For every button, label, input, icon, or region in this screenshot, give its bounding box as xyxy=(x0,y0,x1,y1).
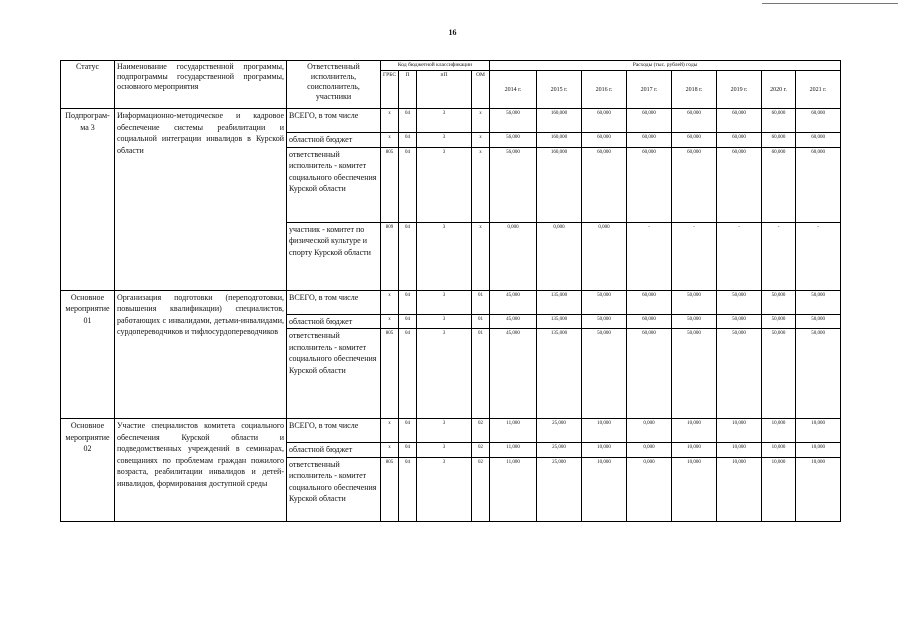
row-expense-value: 50,000 xyxy=(762,290,796,314)
row-budget-code: 01 xyxy=(472,329,490,419)
row-status: Основное мероприятие 02 xyxy=(61,419,115,522)
row-budget-code: х xyxy=(472,133,490,148)
row-expense-value: 10,000 xyxy=(672,443,717,458)
row-expense-value: 10,000 xyxy=(717,419,762,443)
row-budget-code: 01 xyxy=(472,290,490,314)
header-responsible: Ответственный исполнитель, соисполнитель, участники xyxy=(287,61,381,109)
row-expense-value: 0,000 xyxy=(537,222,582,290)
row-expense-value: 10,000 xyxy=(672,419,717,443)
row-budget-code: 04 xyxy=(399,329,417,419)
row-expense-value: 60,000 xyxy=(762,147,796,222)
row-expense-value: 50,000 xyxy=(796,329,841,419)
header-year-col: 2021 г. xyxy=(796,71,841,109)
row-program-name: Организация подготовки (переподготовки, повышения квалификации) специалистов, работающих с инвалидами, детьми-инвалидами, сурдопереводчиков и тифлосурдопереводчиков xyxy=(115,290,287,419)
table-row xyxy=(61,290,841,314)
row-expense-value: 56,000 xyxy=(490,109,537,133)
row-budget-code: 3 xyxy=(417,222,472,290)
row-responsible: ВСЕГО, в том числе xyxy=(287,419,381,443)
row-expense-value: 60,000 xyxy=(717,147,762,222)
row-expense-value: 25,000 xyxy=(537,419,582,443)
row-expense-value: 10,000 xyxy=(762,457,796,521)
row-expense-value: 60,000 xyxy=(762,133,796,148)
expenses-table xyxy=(60,60,841,522)
row-expense-value: 45,000 xyxy=(490,329,537,419)
row-budget-code: х xyxy=(472,109,490,133)
row-expense-value: 60,000 xyxy=(627,133,672,148)
row-expense-value: 0,000 xyxy=(490,222,537,290)
header-year-col: 2017 г. xyxy=(627,71,672,109)
row-budget-code: 02 xyxy=(472,419,490,443)
row-expense-value: 10,000 xyxy=(582,419,627,443)
row-budget-code: 04 xyxy=(399,290,417,314)
row-expense-value: 160,000 xyxy=(537,147,582,222)
row-status: Основное мероприятие 01 xyxy=(61,290,115,419)
table-row xyxy=(61,109,841,133)
row-expense-value: 56,000 xyxy=(490,133,537,148)
row-responsible: ВСЕГО, в том числе xyxy=(287,109,381,133)
row-budget-code: 04 xyxy=(399,109,417,133)
header-budget-code: Код бюджетной классификации xyxy=(381,61,490,71)
row-expense-value: 60,000 xyxy=(796,147,841,222)
row-responsible: ВСЕГО, в том числе xyxy=(287,290,381,314)
row-expense-value: 135,000 xyxy=(537,329,582,419)
row-program-name: Информационно-методическое и кадровое обеспечение системы реабилитации и социальной интеграции инвалидов в Курской области xyxy=(115,109,287,291)
header-year-col: 2018 г. xyxy=(672,71,717,109)
row-expense-value: 50,000 xyxy=(762,329,796,419)
row-responsible: ответственный исполнитель - комитет социального обеспечения Курской области xyxy=(287,147,381,222)
header-code-col: пП xyxy=(417,71,472,109)
row-expense-value: 135,000 xyxy=(537,290,582,314)
row-responsible: участник - комитет по физической культуре и спорту Курской области xyxy=(287,222,381,290)
row-expense-value: 50,000 xyxy=(672,314,717,329)
row-budget-code: 04 xyxy=(399,457,417,521)
row-budget-code: 809 xyxy=(381,222,399,290)
row-budget-code: 04 xyxy=(399,147,417,222)
row-expense-value: 0,000 xyxy=(627,457,672,521)
row-expense-value: 11,000 xyxy=(490,457,537,521)
row-expense-value: 10,000 xyxy=(717,443,762,458)
row-expense-value: 60,000 xyxy=(627,109,672,133)
row-budget-code: 02 xyxy=(472,443,490,458)
header-year-col: 2015 г. xyxy=(537,71,582,109)
row-expense-value: 60,000 xyxy=(672,133,717,148)
table-header xyxy=(61,61,841,109)
row-expense-value: 10,000 xyxy=(796,443,841,458)
row-expense-value: 10,000 xyxy=(717,457,762,521)
row-expense-value: 60,000 xyxy=(582,147,627,222)
row-responsible: областной бюджет xyxy=(287,133,381,148)
row-budget-code: х xyxy=(381,419,399,443)
row-expense-value: - xyxy=(627,222,672,290)
row-status: Подпрограм-ма 3 xyxy=(61,109,115,291)
row-expense-value: 60,000 xyxy=(672,147,717,222)
row-budget-code: х xyxy=(381,109,399,133)
row-expense-value: 45,000 xyxy=(490,314,537,329)
row-expense-value: 10,000 xyxy=(762,443,796,458)
row-expense-value: 10,000 xyxy=(672,457,717,521)
header-year-col: 2019 г. xyxy=(717,71,762,109)
row-expense-value: 135,000 xyxy=(537,314,582,329)
row-budget-code: 04 xyxy=(399,222,417,290)
row-expense-value: 50,000 xyxy=(717,329,762,419)
row-budget-code: х xyxy=(381,443,399,458)
row-expense-value: 60,000 xyxy=(796,133,841,148)
row-expense-value: 11,000 xyxy=(490,419,537,443)
row-budget-code: 3 xyxy=(417,314,472,329)
header-status: Статус xyxy=(61,61,115,109)
header-year-col: 2020 г. xyxy=(762,71,796,109)
row-budget-code: 3 xyxy=(417,109,472,133)
row-expense-value: 60,000 xyxy=(627,314,672,329)
row-expense-value: 60,000 xyxy=(627,329,672,419)
row-expense-value: 50,000 xyxy=(582,290,627,314)
row-responsible: областной бюджет xyxy=(287,443,381,458)
row-expense-value: 60,000 xyxy=(582,133,627,148)
row-budget-code: 3 xyxy=(417,147,472,222)
row-expense-value: - xyxy=(717,222,762,290)
row-budget-code: х xyxy=(472,147,490,222)
row-program-name: Участие специалистов комитета социального обеспечения Курской области и подведомственных учреждений в семинарах, совещаниях по проблемам граждан пожилого возраста, реабилитации инвалидов и детей-инвалидов, формирования доступной среды xyxy=(115,419,287,522)
row-responsible: ответственный исполнитель - комитет социального обеспечения Курской области xyxy=(287,329,381,419)
row-expense-value: 10,000 xyxy=(762,419,796,443)
row-expense-value: 50,000 xyxy=(672,329,717,419)
row-budget-code: 02 xyxy=(472,457,490,521)
row-budget-code: 01 xyxy=(472,314,490,329)
row-budget-code: х xyxy=(381,133,399,148)
row-budget-code: х xyxy=(472,222,490,290)
row-expense-value: 0,000 xyxy=(627,419,672,443)
row-expense-value: 50,000 xyxy=(796,314,841,329)
table-body xyxy=(61,109,841,522)
header-code-col: П xyxy=(399,71,417,109)
row-budget-code: 3 xyxy=(417,419,472,443)
header-expenses: Расходы (тыс. рублей) годы xyxy=(490,61,841,71)
row-expense-value: 50,000 xyxy=(796,290,841,314)
row-expense-value: - xyxy=(796,222,841,290)
row-expense-value: 160,000 xyxy=(537,133,582,148)
row-expense-value: 11,000 xyxy=(490,443,537,458)
header-code-col: ГРБС xyxy=(381,71,399,109)
row-budget-code: 805 xyxy=(381,329,399,419)
header-year-col: 2016 г. xyxy=(582,71,627,109)
row-budget-code: х xyxy=(381,314,399,329)
row-expense-value: 25,000 xyxy=(537,443,582,458)
row-expense-value: 45,000 xyxy=(490,290,537,314)
row-expense-value: 10,000 xyxy=(582,443,627,458)
row-expense-value: 10,000 xyxy=(796,419,841,443)
row-budget-code: 3 xyxy=(417,457,472,521)
row-expense-value: 60,000 xyxy=(627,290,672,314)
row-budget-code: 04 xyxy=(399,419,417,443)
row-expense-value: 60,000 xyxy=(672,109,717,133)
row-expense-value: 60,000 xyxy=(582,109,627,133)
row-expense-value: 160,000 xyxy=(537,109,582,133)
row-budget-code: 3 xyxy=(417,443,472,458)
row-expense-value: 10,000 xyxy=(796,457,841,521)
row-expense-value: 50,000 xyxy=(582,329,627,419)
header-year-col: 2014 г. xyxy=(490,71,537,109)
row-budget-code: 04 xyxy=(399,314,417,329)
row-expense-value: - xyxy=(762,222,796,290)
row-budget-code: 04 xyxy=(399,443,417,458)
row-budget-code: 3 xyxy=(417,290,472,314)
row-budget-code: 805 xyxy=(381,457,399,521)
row-expense-value: 60,000 xyxy=(796,109,841,133)
row-expense-value: 50,000 xyxy=(717,290,762,314)
row-expense-value: 60,000 xyxy=(717,133,762,148)
row-expense-value: 10,000 xyxy=(582,457,627,521)
row-expense-value: 60,000 xyxy=(762,109,796,133)
row-responsible: областной бюджет xyxy=(287,314,381,329)
row-budget-code: 3 xyxy=(417,133,472,148)
row-expense-value: 56,000 xyxy=(490,147,537,222)
header-name: Наименование государственной программы, подпрограммы государственной программы, основного мероприятия xyxy=(115,61,287,109)
row-expense-value: 25,000 xyxy=(537,457,582,521)
row-expense-value: 0,000 xyxy=(582,222,627,290)
row-expense-value: 60,000 xyxy=(627,147,672,222)
top-rule xyxy=(762,3,898,4)
row-budget-code: 805 xyxy=(381,147,399,222)
header-code-col: ОМ xyxy=(472,71,490,109)
row-budget-code: х xyxy=(381,290,399,314)
row-expense-value: 50,000 xyxy=(717,314,762,329)
row-expense-value: 50,000 xyxy=(762,314,796,329)
row-expense-value: 50,000 xyxy=(582,314,627,329)
row-expense-value: 0,000 xyxy=(627,443,672,458)
row-budget-code: 3 xyxy=(417,329,472,419)
row-expense-value: 50,000 xyxy=(672,290,717,314)
row-expense-value: - xyxy=(672,222,717,290)
row-expense-value: 60,000 xyxy=(717,109,762,133)
row-responsible: ответственный исполнитель - комитет социального обеспечения Курской области xyxy=(287,457,381,521)
row-budget-code: 04 xyxy=(399,133,417,148)
page-number: 16 xyxy=(448,28,457,37)
table-row xyxy=(61,419,841,443)
